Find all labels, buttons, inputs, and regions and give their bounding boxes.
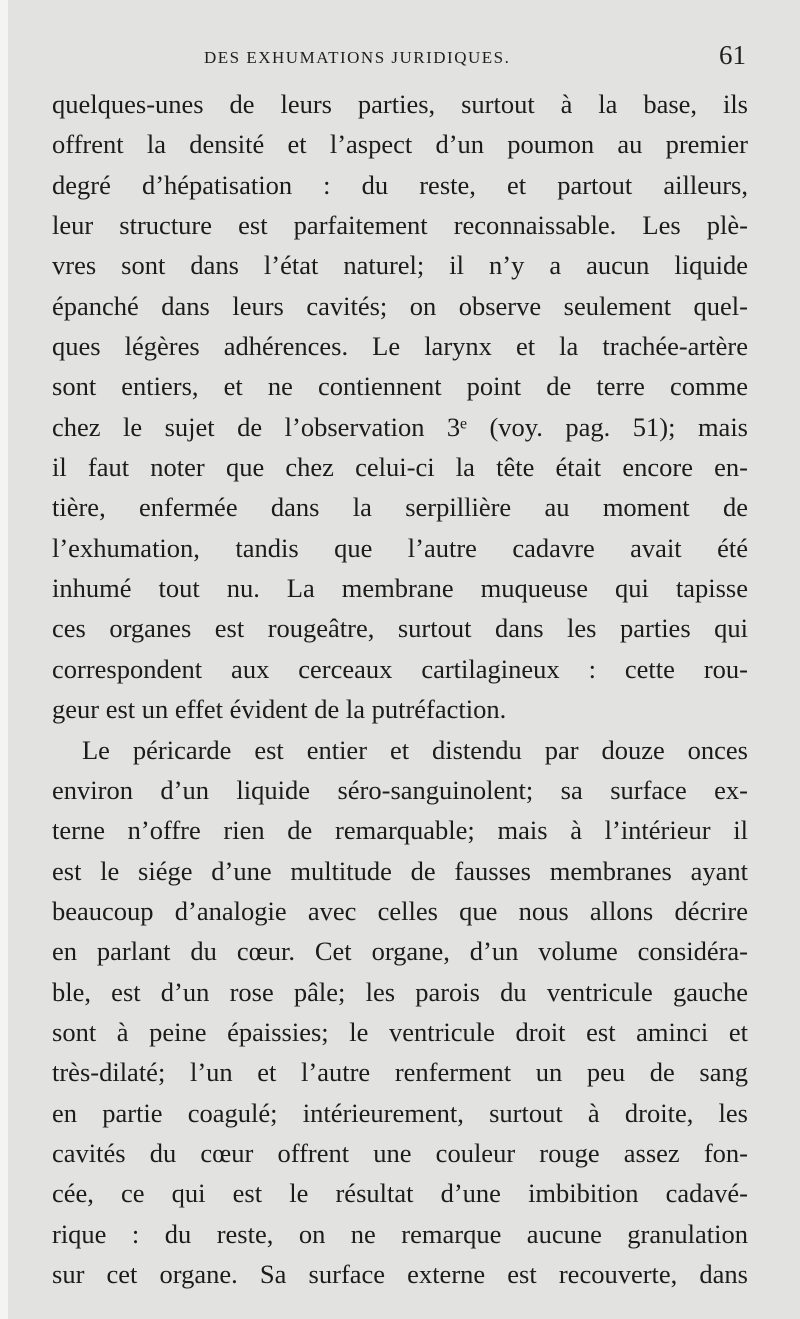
page-edge (0, 0, 8, 1319)
text-line: terne n’offre rien de remarquable; mais à l’intérieur il (52, 815, 748, 846)
text-line: correspondent aux cerceaux cartilagineux : cette rou- (52, 653, 748, 684)
text-line: offrent la densité et l’aspect d’un poumon au premier (52, 129, 748, 160)
page-header (52, 40, 752, 80)
text-line: très-dilaté; l’un et l’autre renferment un peu de sang (52, 1057, 748, 1088)
text-line: environ d’un liquide séro-sanguinolent; sa surface ex- (52, 774, 748, 805)
text-line: degré d’hépatisation : du reste, et partout ailleurs, (52, 169, 748, 200)
text-line: en partie coagulé; intérieurement, surtout à droite, les (52, 1097, 748, 1128)
text-line: beaucoup d’analogie avec celles que nous allons décrire (52, 895, 748, 926)
text-line: inhumé tout nu. La membrane muqueuse qui tapisse (52, 573, 748, 604)
paragraph-end-line: geur est un effet évident de la putréfaction. (52, 694, 507, 725)
text-line: quelques-unes de leurs parties, surtout à la base, ils (52, 89, 748, 119)
text-line: sur cet organe. Sa surface externe est recouverte, dans (52, 1258, 748, 1289)
text-line: ble, est d’un rose pâle; les parois du ventricule gauche (52, 976, 748, 1007)
text-line: cée, ce qui est le résultat d’une imbibition cadavé- (52, 1178, 748, 1209)
text-line: ques légères adhérences. Le larynx et la trachée-artère (52, 331, 748, 362)
body-text (52, 84, 748, 1294)
paragraph-start-line: Le péricarde est entier et distendu par douze onces (82, 734, 748, 765)
text-line: sont entiers, et ne contiennent point de terre comme (52, 371, 748, 402)
text-line: rique : du reste, on ne remarque aucune granulation (52, 1218, 748, 1249)
text-line: vres sont dans l’état naturel; il n’y a aucun liquide (52, 250, 748, 281)
text-line: cavités du cœur offrent une couleur rouge assez fon- (52, 1137, 748, 1168)
text-line: tière, enfermée dans la serpillière au moment de (52, 492, 748, 523)
text-line: leur structure est parfaitement reconnaissable. Les plè- (52, 210, 748, 241)
text-line: l’exhumation, tandis que l’autre cadavre avait été (52, 532, 748, 563)
text-line: épanché dans leurs cavités; on observe seulement quel- (52, 290, 748, 321)
running-title: DES EXHUMATIONS JURIDIQUES. (204, 48, 511, 67)
text-line: ces organes est rougeâtre, surtout dans les parties qui (52, 613, 748, 644)
text-line: il faut noter que chez celui-ci la tête était encore en- (52, 452, 748, 483)
page-number: 61 (719, 40, 746, 70)
text-line: en parlant du cœur. Cet organe, d’un volume considéra- (52, 936, 748, 967)
text-line: chez le sujet de l’observation 3ᵉ (voy. pag. 51); mais (52, 411, 748, 442)
text-line: sont à peine épaissies; le ventricule droit est aminci et (52, 1016, 748, 1047)
text-line: est le siége d’une multitude de fausses membranes ayant (52, 855, 748, 886)
